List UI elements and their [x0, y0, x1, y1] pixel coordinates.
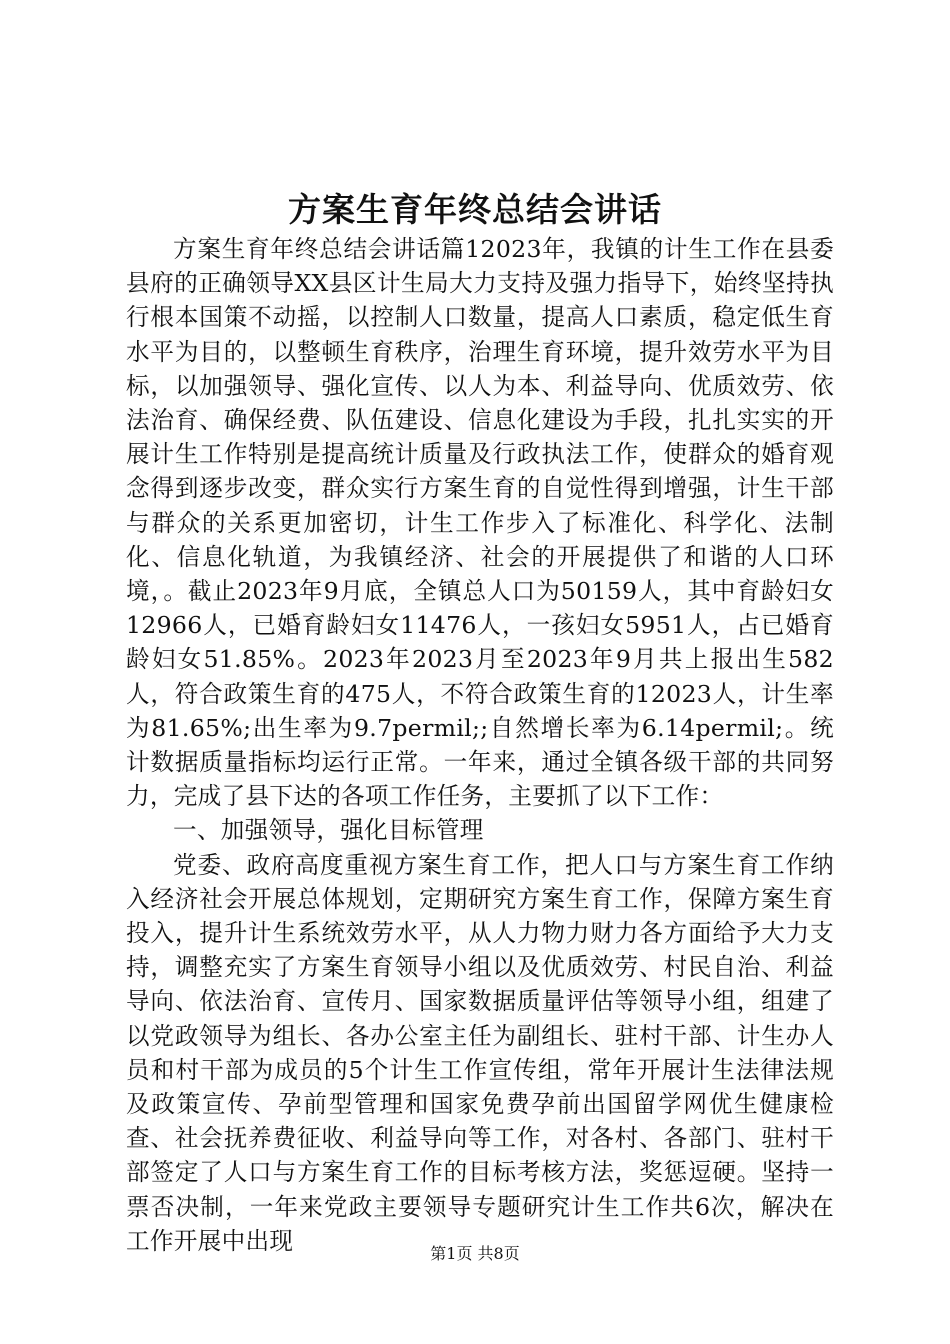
- section-heading-1: 一、加强领导，强化目标管理: [173, 816, 484, 845]
- document-body: [126, 232, 834, 1258]
- body-paragraph-section-1: 党委、政府高度重视方案生育工作，把人口与方案生育工作纳入经济社会开展总体规划，定期研究方案生育工作，保障方案生育投入，提升计生系统效劳水平，从人力物力财力各方面给予大力支持，调整充实了方案生育领导小组以及优质效劳、村民自治、利益导向、依法治育、宣传月、国家数据质量评估等领导小组，组建了以党政领导为组长、各办公室主任为副组长、驻村干部、计生办人员和村干部为成员的5个计生工作宣传组，常年开展计生法律法规及政策宣传、孕前型管理和国家免费孕前出国留学网优生健康检查、社会抚养费征收、利益导向等工作，对各村、各部门、驻村干部签定了人口与方案生育工作的目标考核方法，奖惩逗硬。坚持一票否决制，一年来党政主要领导专题研究计生工作共6次，解决在工作开展中出现: [126, 850, 834, 1255]
- page-number-footer: 第1页 共8页: [430, 1244, 520, 1263]
- body-paragraph-intro: 方案生育年终总结会讲话篇12023年，我镇的计生工作在县委县府的正确领导XX县区计生局大力支持及强力指导下，始终坚持执行根本国策不动摇，以控制人口数量，提高人口素质，稳定低生育水平为目的，以整顿生育秩序，治理生育环境，提升效劳水平为目标，以加强领导、强化宣传、以人为本、利益导向、优质效劳、依法治育、确保经费、队伍建设、信息化建设为手段，扎扎实实的开展计生工作特别是提高统计质量及行政执法工作，使群众的婚育观念得到逐步改变，群众实行方案生育的自觉性得到增强，计生干部与群众的关系更加密切，计生工作步入了标准化、科学化、法制化、信息化轨道，为我镇经济、社会的开展提供了和谐的人口环境，。截止2023年9月底，全镇总人口为50159人，其中育龄妇女12966人，已婚育龄妇女11476人，一孩妇女5951人，占已婚育龄妇女51.85%。2023年2023月至2023年9月共上报出生582人，符合政策生育的475人，不符合政策生育的12023人，计生率为81.65%;出生率为9.7permil;;自然增长率为6.14permil;。统计数据质量指标均运行正常。一年来，通过全镇各级干部的共同努力，完成了县下达的各项工作任务，主要抓了以下工作：: [126, 235, 834, 811]
- document-title: 方案生育年终总结会讲话: [288, 190, 662, 229]
